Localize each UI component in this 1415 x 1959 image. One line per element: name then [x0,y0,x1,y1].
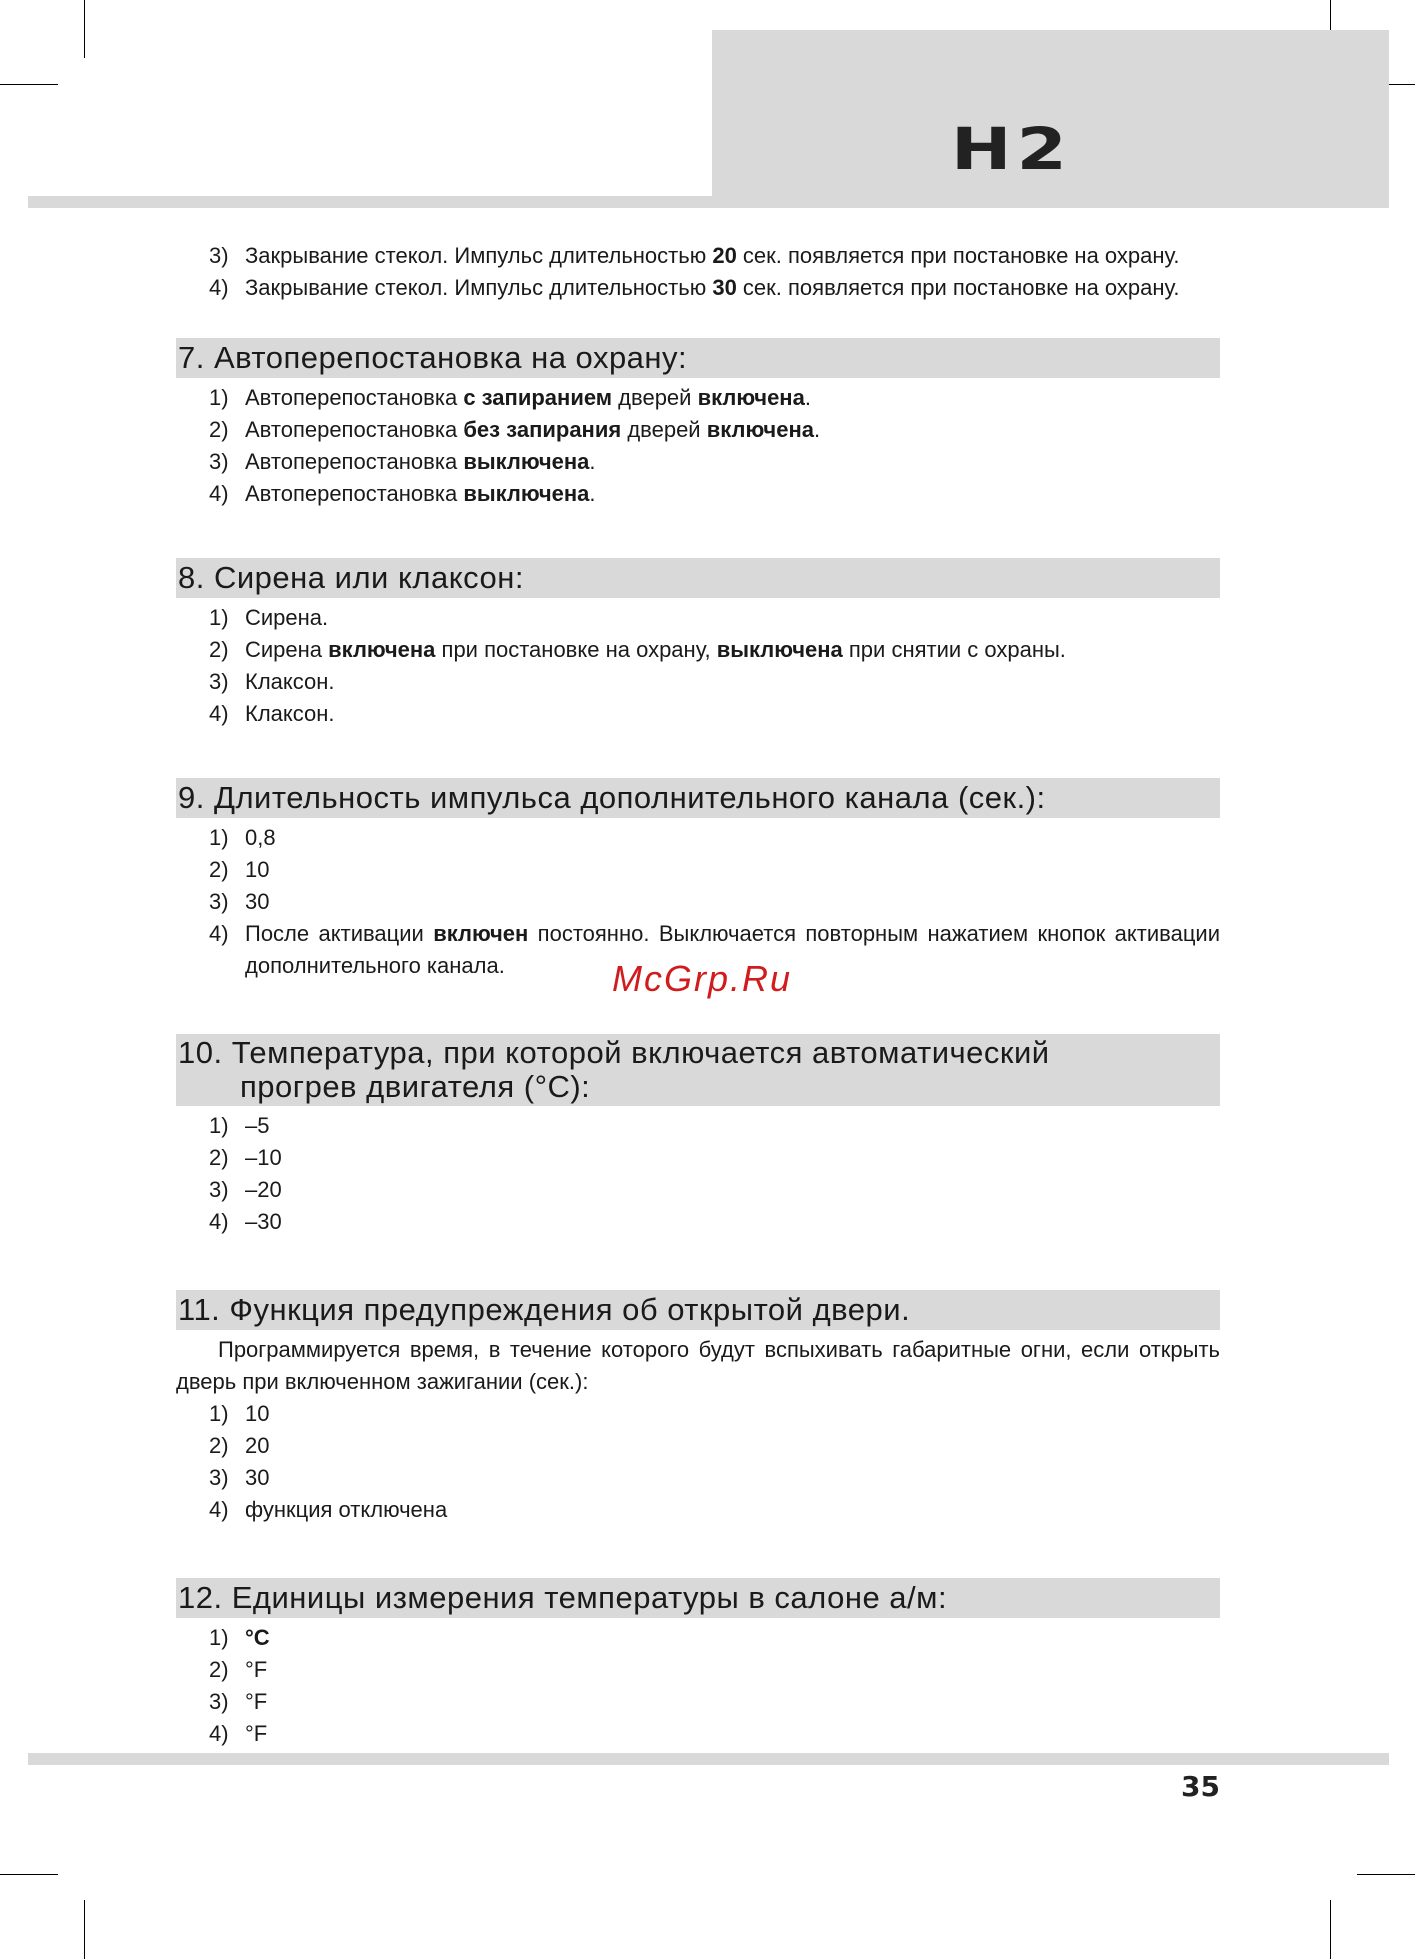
crop-mark [84,0,85,58]
list-item: 4) функция отключена [209,1497,448,1522]
list-item: 3) 30 [209,1465,270,1490]
list-item: 4) °F [209,1721,268,1746]
watermark: McGrp.Ru [612,958,793,999]
footer-rule [28,1753,1389,1765]
list-item: 3) °F [209,1689,268,1714]
page-number: 35 [1181,1770,1220,1803]
list-item: 2) 20 [209,1433,270,1458]
list-item: 4) Закрывание стекол. Импульс длительностью 30 сек. появляется при постановке на охрану. [209,275,1180,300]
list-item: 2) Автоперепостановка без запирания дверей включена. [209,417,821,442]
crop-mark [0,1874,58,1875]
list-item: 1) Сирена. [209,605,329,630]
crop-mark [1330,1900,1331,1959]
list-item: 4) После активации включен постоянно. Выключается повторным нажатием кнопок активации дополнительного канала. [209,921,1221,978]
crop-mark [84,1900,85,1959]
list-item: 2) Сирена включена при постановке на охрану, выключена при снятии с охраны. [209,637,1066,662]
section-heading: 7. Автоперепостановка на охрану: [176,338,1220,378]
section-paragraph: Программируется время, в течение которого будут вспыхивать габаритные огни, если открыть дверь при включенном зажигании (сек.): [176,1337,1220,1394]
section-heading: 11. Функция предупреждения об открытой двери. [176,1290,1220,1330]
crop-mark [1357,1874,1415,1875]
header-rule [28,196,1389,208]
list-item: 4) –30 [209,1209,282,1234]
list-item: 3) –20 [209,1177,282,1202]
list-item: 3) Автоперепостановка выключена. [209,449,596,474]
list-item: 2) –10 [209,1145,282,1170]
page-header-title: H2 [950,115,1072,183]
top-list [176,240,1220,304]
list-item: 3) 30 [209,889,270,914]
list-item: 3) Закрывание стекол. Импульс длительностью 20 сек. появляется при постановке на охрану. [209,243,1180,268]
list-item: 1) –5 [209,1113,270,1138]
list-item: 4) Клаксон. [209,701,335,726]
section-heading: 9. Длительность импульса дополнительного канала (сек.): [176,778,1220,818]
crop-mark [0,84,58,85]
list-item: 2) °F [209,1657,268,1682]
section-heading: 8. Сирена или клаксон: [176,558,1220,598]
list-item: 1) °C [209,1625,270,1650]
list-item: 4) Автоперепостановка выключена. [209,481,596,506]
section-heading: 10. Температура, при которой включается автоматический прогрев двигателя (°С): [176,1034,1220,1106]
list-item: 1) 0,8 [209,825,276,850]
list-item: 2) 10 [209,857,270,882]
list-item: 3) Клаксон. [209,669,335,694]
list-item: 1) Автоперепостановка с запиранием дверей включена. [209,385,811,410]
list-item: 1) 10 [209,1401,270,1426]
section-heading: 12. Единицы измерения температуры в салоне а/м: [176,1578,1220,1618]
